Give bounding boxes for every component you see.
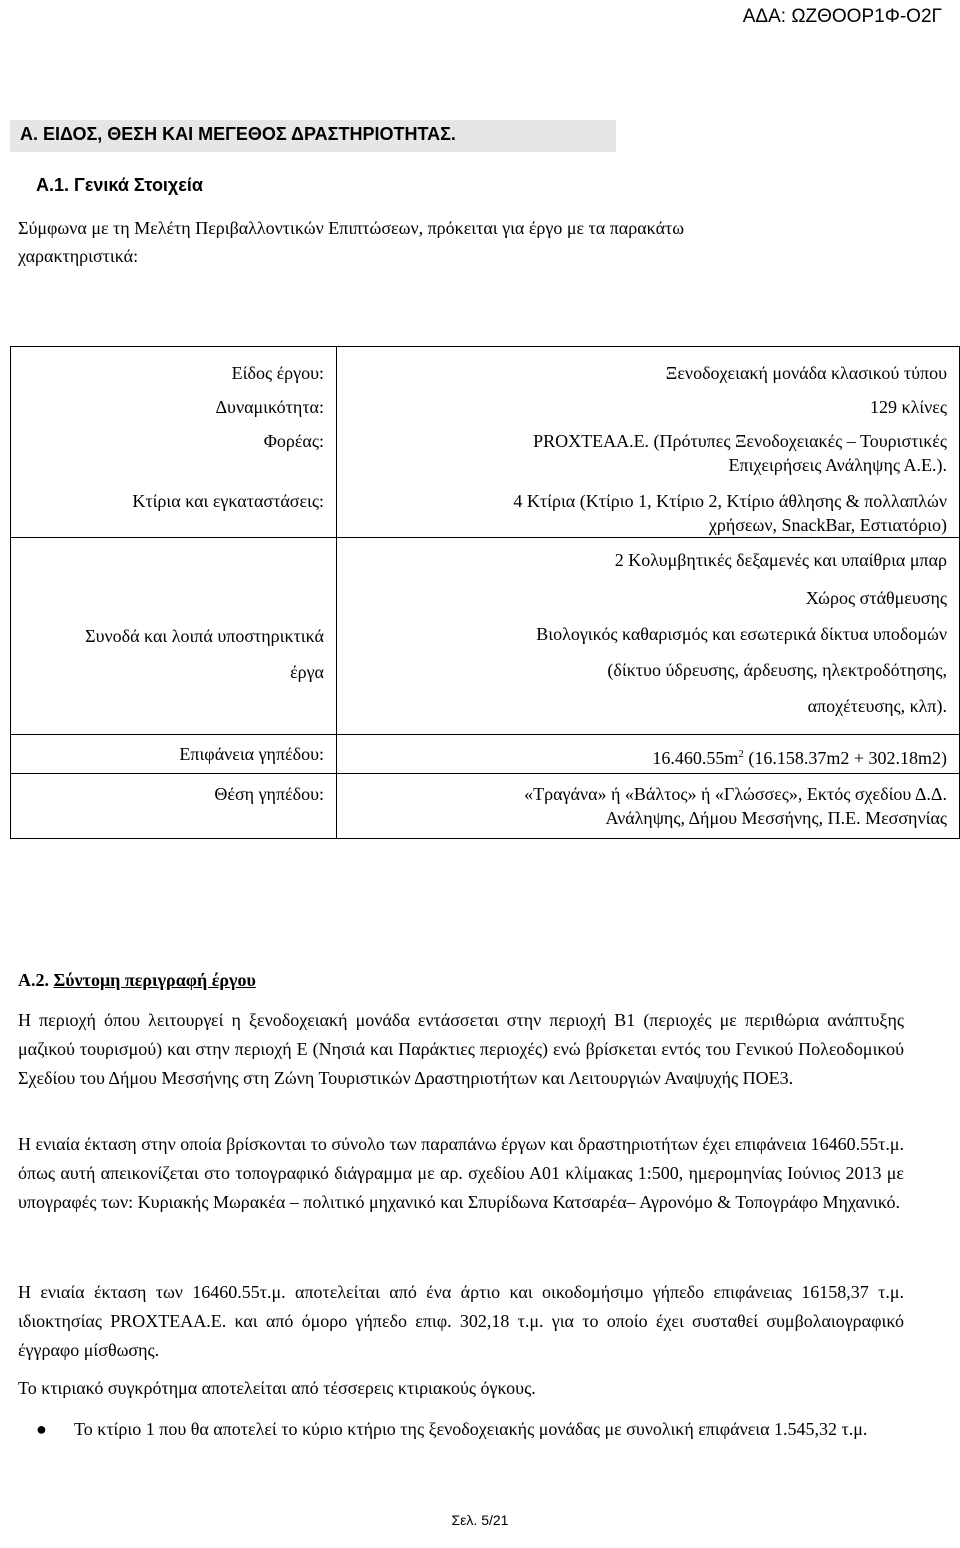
label-location: Θέση γηπέδου: bbox=[214, 784, 324, 804]
value-buildings-1: 4 Κτίρια (Κτίριο 1, Κτίριο 2, Κτίριο άθλησης & πολλαπλών bbox=[513, 491, 947, 511]
label-type: Είδος έργου: bbox=[231, 363, 324, 383]
section-a1-heading bbox=[36, 175, 203, 196]
table-row bbox=[11, 538, 960, 735]
label-cell bbox=[11, 538, 337, 735]
value-support-3: αποχέτευσης, κλπ). bbox=[807, 696, 947, 716]
section-a1-number: Α.1. bbox=[36, 175, 70, 195]
value-cell bbox=[337, 735, 960, 774]
label-buildings: Κτίρια και εγκαταστάσεις: bbox=[132, 491, 324, 511]
value-cell bbox=[337, 774, 960, 839]
label-cell bbox=[11, 347, 337, 538]
value-pools: 2 Κολυμβητικές δεξαμενές και υπαίθρια μπαρ bbox=[614, 550, 947, 570]
bullet-icon: ● bbox=[36, 1419, 47, 1439]
spec-table bbox=[10, 346, 960, 839]
section-a2-title: Σύντομη περιγραφή έργου bbox=[53, 970, 256, 990]
bullet-text: Το κτίριο 1 που θα αποτελεί το κύριο κτήριο της ξενοδοχειακής μονάδας με συνολική επιφάνεια 1.545,32 τ.μ. bbox=[74, 1419, 868, 1439]
table-row bbox=[11, 774, 960, 839]
value-location-2: Ανάληψης, Δήμου Μεσσήνης, Π.Ε. Μεσσηνίας bbox=[605, 808, 947, 828]
value-area bbox=[337, 742, 947, 770]
paragraph-3: Η ενιαία έκταση των 16460.55τ.μ. αποτελείται από ένα άρτιο και οικοδομήσιμο γήπεδο επιφάνειας 16158,37 τ.μ. ιδιοκτησίας PROXTEAA.E. και από όμορο γήπεδο επιφ. 302,18 τ.μ. για το οποίο έχει συσταθεί συμβολαιογραφικό έγγραφο μίσθωσης. bbox=[18, 1282, 904, 1360]
intro-paragraph bbox=[18, 214, 918, 270]
intro-line-1: Σύμφωνα με τη Μελέτη Περιβαλλοντικών Επιπτώσεων, πρόκειται για έργο με τα παρακάτω bbox=[18, 218, 685, 238]
value-parking: Χώρος στάθμευσης bbox=[805, 588, 947, 608]
label-support-1: Συνοδά και λοιπά υποστηρικτικά bbox=[85, 626, 324, 646]
value-operator-1: PROXTEAA.E. (Πρότυπες Ξενοδοχειακές – Τουριστικές bbox=[533, 431, 947, 451]
paragraph-2: Η ενιαία έκταση στην οποία βρίσκονται το σύνολο των παραπάνω έργων και δραστηριοτήτων έχει επιφάνεια 16460.55τ.μ. όπως αυτή απεικονίζεται στο τοπογραφικό διάγραμμα με αρ. σχεδίου Α01 κλίμακας 1:500, ημερομηνίας Ιούνιος 2013 με υπογραφές των: Κυριακής Μωρακέα – πολιτικό μηχανικό και Σπυρίδωνα Κατσαρέα– Αγρονόμο & Τοπογράφο Μηχανικό. bbox=[18, 1134, 904, 1212]
label-support-2: έργα bbox=[290, 662, 324, 682]
value-support-1: Βιολογικός καθαρισμός και εσωτερικά δίκτυα υποδομών bbox=[536, 624, 947, 644]
section-a2-heading bbox=[18, 970, 256, 991]
value-support-2: (δίκτυο ύδρευσης, άρδευσης, ηλεκτροδότησης, bbox=[607, 660, 947, 680]
value-capacity: 129 κλίνες bbox=[870, 397, 947, 417]
section-a-heading bbox=[10, 120, 616, 152]
table-row bbox=[11, 735, 960, 774]
value-area-sup: 2 bbox=[738, 748, 744, 760]
section-a-title: Α. ΕΙΔΟΣ, ΘΕΣΗ ΚΑΙ ΜΕΓΕΘΟΣ ΔΡΑΣΤΗΡΙΟΤΗΤΑΣ. bbox=[20, 124, 456, 144]
label-area: Επιφάνεια γηπέδου: bbox=[179, 744, 324, 764]
intro-line-2: χαρακτηριστικά: bbox=[18, 246, 139, 266]
value-type: Ξενοδοχειακή μονάδα κλασικού τύπου bbox=[665, 363, 947, 383]
paragraph-1: Η περιοχή όπου λειτουργεί η ξενοδοχειακή μονάδα εντάσσεται στην περιοχή Β1 (περιοχές με περιθώρια ανάπτυξης μαζικού τουρισμού) και στην περιοχή Ε (Νησιά και Παράκτιες περιοχές) ενώ βρίσκεται εντός του Γενικού Πολεοδομικού Σχεδίου του Δήμου Μεσσήνης στη Ζώνη Τουριστικών Δραστηριοτήτων και Λειτουργιών Αναψυχής ΠΟΕ3. bbox=[18, 1010, 904, 1088]
value-cell bbox=[337, 538, 960, 735]
value-area-rest: (16.158.37m2 + 302.18m2) bbox=[743, 748, 947, 768]
page-number: Σελ. 5/21 bbox=[451, 1512, 509, 1528]
value-area-main: 16.460.55m bbox=[652, 748, 739, 768]
value-buildings-2: χρήσεων, SnackBar, Εστιατόριο) bbox=[708, 515, 947, 535]
label-capacity: Δυναμικότητα: bbox=[215, 397, 324, 417]
section-a1-title: Γενικά Στοιχεία bbox=[74, 175, 203, 195]
label-operator: Φορέας: bbox=[263, 431, 324, 451]
value-cell bbox=[337, 347, 960, 538]
value-location-1: «Τραγάνα» ή «Βάλτος» ή «Γλώσσες», Εκτός σχεδίου Δ.Δ. bbox=[524, 784, 947, 804]
table-row bbox=[11, 347, 960, 538]
section-a2-number: Α.2. bbox=[18, 970, 49, 990]
label-cell bbox=[11, 735, 337, 774]
label-cell bbox=[11, 774, 337, 839]
value-operator-2: Επιχειρήσεις Ανάληψης Α.Ε.). bbox=[728, 455, 947, 475]
paragraph-4: Το κτιριακό συγκρότημα αποτελείται από τέσσερεις κτιριακούς όγκους. bbox=[18, 1378, 536, 1398]
ada-code: ΑΔΑ: ΩΖΘΟΟΡ1Φ-Ο2Γ bbox=[742, 6, 942, 27]
